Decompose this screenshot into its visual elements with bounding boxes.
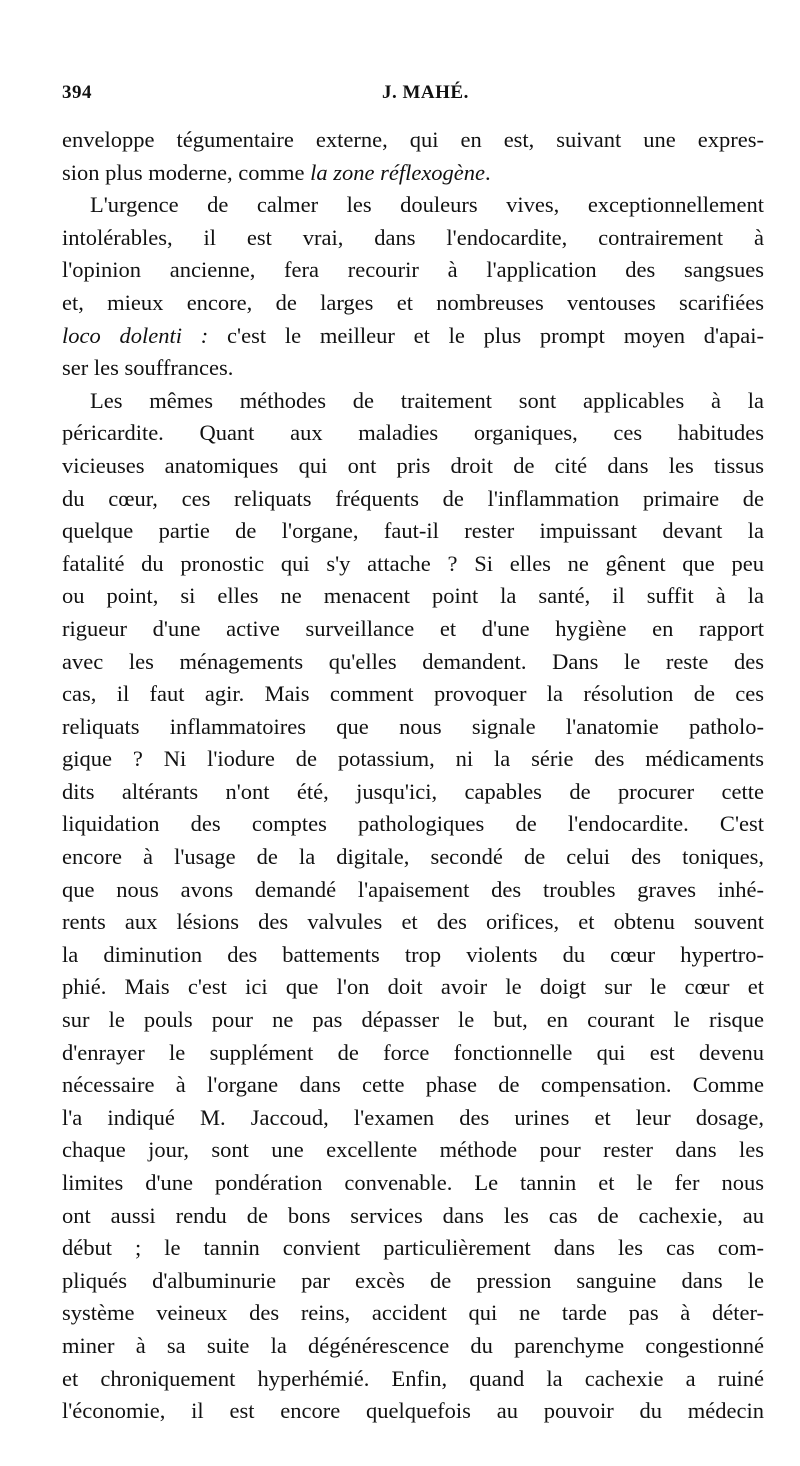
line-text: encore à l'usage de la digitale, secondé de celui des toniques, xyxy=(62,844,764,870)
text-line xyxy=(62,1363,764,1396)
text-line xyxy=(62,580,764,613)
text-line xyxy=(62,1200,764,1233)
text-line xyxy=(62,1037,764,1070)
line-text: rigueur d'une active surveillance et d'une hygiène en rapport xyxy=(62,615,764,641)
text-line xyxy=(62,776,764,809)
text-line xyxy=(62,124,764,157)
line-text: péricardite. Quant aux maladies organiques, ces habitudes xyxy=(62,420,764,446)
text-line xyxy=(62,352,764,385)
text-line xyxy=(62,222,764,255)
text-line xyxy=(62,417,764,450)
line-text: d'enrayer le supplément de force fonctionnelle qui est devenu xyxy=(62,1039,764,1065)
line-text: la diminution des battements trop violents du cœur hypertro- xyxy=(62,941,764,967)
text-line xyxy=(62,287,764,320)
line-text: c'est le meilleur et le plus prompt moyen d'apai- xyxy=(208,322,764,348)
text-line xyxy=(62,548,764,581)
line-text: quelque partie de l'organe, faut-il rester impuissant devant la xyxy=(62,518,764,544)
italic-text: loco dolenti : xyxy=(62,322,209,348)
line-text: avec les ménagements qu'elles demandent. Dans le reste des xyxy=(62,648,764,674)
line-text: vicieuses anatomiques qui ont pris droit de cité dans les tissus xyxy=(62,452,764,478)
text-line xyxy=(62,1069,764,1102)
line-text: limites d'une pondération convenable. Le tannin et le fer nous xyxy=(62,1170,764,1195)
text-line xyxy=(62,1297,764,1330)
line-text: nécessaire à l'organe dans cette phase de compensation. Comme xyxy=(62,1072,764,1098)
body-text xyxy=(62,124,764,1428)
line-text: sur le pouls pour ne pas dépasser le but, en courant le risque xyxy=(62,1007,764,1033)
text-line xyxy=(62,646,764,679)
text-line xyxy=(62,939,764,972)
line-text: début ; le tannin convient particulièrement dans les cas com- xyxy=(62,1235,764,1261)
text-line xyxy=(62,711,764,744)
line-text: gique ? Ni l'iodure de potassium, ni la série des médicaments xyxy=(62,746,764,772)
text-line xyxy=(62,1232,764,1265)
text-line xyxy=(62,483,764,516)
page-header xyxy=(62,80,764,110)
line-text: système veineux des reins, accident qui ne tarde pas à déter- xyxy=(62,1300,764,1326)
text-line xyxy=(62,515,764,548)
line-text: ou point, si elles ne menacent point la santé, il suffit à la xyxy=(62,583,764,609)
line-text: cas, il faut agir. Mais comment provoquer la résolution de ces xyxy=(62,681,764,707)
line-text: rents aux lésions des valvules et des orifices, et obtenu souvent xyxy=(62,909,764,935)
line-text: chaque jour, sont une excellente méthode pour rester dans les xyxy=(62,1137,764,1163)
text-line xyxy=(62,841,764,874)
line-text: pliqués d'albuminurie par excès de pression sanguine dans le xyxy=(62,1267,764,1293)
line-text: l'opinion ancienne, fera recourir à l'application des sangsues xyxy=(62,257,764,283)
line-text: et chroniquement hyperhémié. Enfin, quand la cachexie a ruiné xyxy=(62,1365,764,1391)
line-text: l'a indiqué M. Jaccoud, l'examen des urines et leur dosage, xyxy=(62,1104,764,1130)
text-line xyxy=(62,385,764,418)
book-page xyxy=(62,80,764,1428)
text-line xyxy=(62,1330,764,1363)
text-line xyxy=(62,613,764,646)
line-text: et, mieux encore, de larges et nombreuses ventouses scarifiées xyxy=(62,289,764,315)
line-text: sion plus moderne, comme xyxy=(62,159,311,185)
text-line xyxy=(62,743,764,776)
text-line xyxy=(62,450,764,483)
line-text: intolérables, il est vrai, dans l'endocardite, contrairement à xyxy=(62,224,764,250)
text-line xyxy=(62,1134,764,1167)
line-text: dits altérants n'ont été, jusqu'ici, capables de procurer cette xyxy=(62,778,764,804)
text-line xyxy=(62,1102,764,1135)
text-line xyxy=(62,874,764,907)
page-number: 394 xyxy=(62,82,92,103)
line-text: que nous avons demandé l'apaisement des troubles graves inhé- xyxy=(62,876,764,902)
text-line xyxy=(62,1395,764,1428)
line-text: ser les souffrances. xyxy=(62,355,234,381)
line-text: miner à sa suite la dégénérescence du parenchyme congestionné xyxy=(62,1332,764,1358)
text-line xyxy=(62,1265,764,1298)
running-head: J. MAHÉ. xyxy=(382,82,469,103)
line-text: l'économie, il est encore quelquefois au pouvoir du médecin xyxy=(62,1398,764,1424)
line-text: phié. Mais c'est ici que l'on doit avoir le doigt sur le cœur et xyxy=(62,974,764,1000)
line-text: ont aussi rendu de bons services dans les cas de cachexie, au xyxy=(62,1202,764,1228)
line-text: fatalité du pronostic qui s'y attache ? Si elles ne gênent que peu xyxy=(62,550,764,576)
text-line xyxy=(62,320,764,353)
italic-text: la zone réflexogène xyxy=(310,159,486,185)
text-line xyxy=(62,808,764,841)
text-line xyxy=(62,189,764,222)
text-line xyxy=(62,1167,764,1200)
line-text: reliquats inflammatoires que nous signale l'anatomie patholo- xyxy=(62,713,764,739)
text-line xyxy=(62,254,764,287)
line-text: . xyxy=(485,159,491,185)
text-line xyxy=(62,678,764,711)
line-text: du cœur, ces reliquats fréquents de l'inflammation primaire de xyxy=(62,485,764,511)
line-text: L'urgence de calmer les douleurs vives, exceptionnellement xyxy=(90,192,764,218)
line-text: enveloppe tégumentaire externe, qui en est, suivant une expres- xyxy=(62,127,764,152)
text-line xyxy=(62,157,764,190)
text-line xyxy=(62,971,764,1004)
line-text: liquidation des comptes pathologiques de l'endocardite. C'est xyxy=(62,811,764,837)
text-line xyxy=(62,1004,764,1037)
text-line xyxy=(62,906,764,939)
line-text: Les mêmes méthodes de traitement sont applicables à la xyxy=(90,387,764,413)
